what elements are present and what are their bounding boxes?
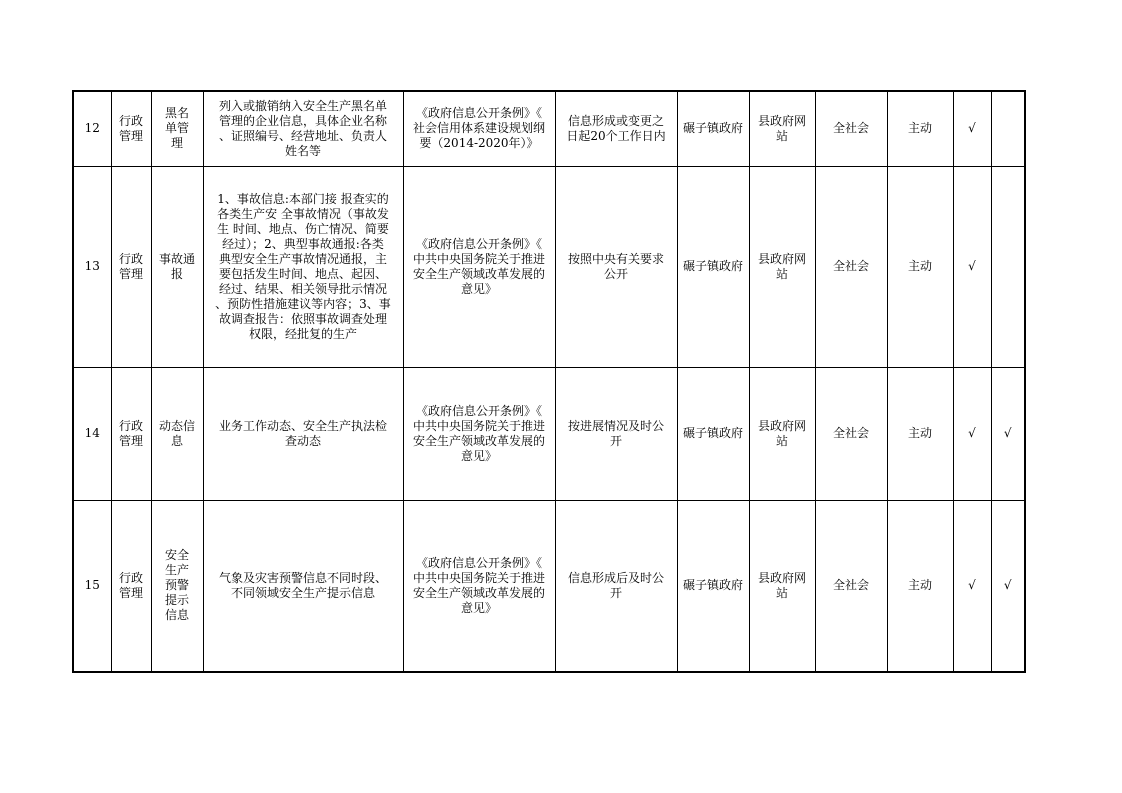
timing-cell: 信息形成或变更之 日起20个工作日内	[555, 91, 677, 166]
basis-cell: 《政府信息公开条例》《 中共中央国务院关于推进 安全生产领域改革发展的 意见》	[403, 166, 555, 367]
mode-cell: 主动	[887, 91, 953, 166]
mode-cell: 主动	[887, 166, 953, 367]
mode-cell: 主动	[887, 367, 953, 500]
subject-cell: 碾子镇政府	[677, 91, 749, 166]
content-cell: 气象及灾害预警信息不同时段、 不同领域安全生产提示信息	[203, 500, 403, 672]
check-cell: √	[991, 367, 1025, 500]
subject-cell: 碾子镇政府	[677, 166, 749, 367]
content-cell: 1、事故信息:本部门接 报查实的 各类生产安 全事故情况（事故发 生 时间、地点、伤亡情况、简要 经过）；2、典型事故通报:各类 典型安全生产事故情况通报，主 要包括发生时间、地点、起因、 经过、结果、相关领导批示情况 、预防性措施建议等内容；3、事 故调查报告：依照事故调查处理 权限，经批复的生产	[203, 166, 403, 367]
content-cell: 业务工作动态、安全生产执法检 查动态	[203, 367, 403, 500]
category-cell: 行政 管理	[111, 367, 151, 500]
subject-cell: 碾子镇政府	[677, 500, 749, 672]
scope-cell: 全社会	[815, 166, 887, 367]
item-cell: 事故通 报	[151, 166, 203, 367]
basis-cell: 《政府信息公开条例》《 社会信用体系建设规划纲 要（2014-2020年）》	[403, 91, 555, 166]
scope-cell: 全社会	[815, 500, 887, 672]
check-cell	[991, 166, 1025, 367]
table-row	[73, 367, 1025, 500]
category-cell: 行政 管理	[111, 166, 151, 367]
basis-cell: 《政府信息公开条例》《 中共中央国务院关于推进 安全生产领域改革发展的 意见》	[403, 500, 555, 672]
content-cell: 列入或撤销纳入安全生产黑名单 管理的企业信息，具体企业名称 、证照编号、经营地址、负责人 姓名等	[203, 91, 403, 166]
check-cell	[991, 91, 1025, 166]
row-number: 12	[73, 91, 111, 166]
basis-cell: 《政府信息公开条例》《 中共中央国务院关于推进 安全生产领域改革发展的 意见》	[403, 367, 555, 500]
timing-cell: 按进展情况及时公 开	[555, 367, 677, 500]
subject-cell: 碾子镇政府	[677, 367, 749, 500]
check-cell: √	[953, 166, 991, 367]
check-cell: √	[953, 91, 991, 166]
mode-cell: 主动	[887, 500, 953, 672]
disclosure-table	[72, 90, 1026, 673]
timing-cell: 按照中央有关要求 公开	[555, 166, 677, 367]
channel-cell: 县政府网 站	[749, 166, 815, 367]
category-cell: 行政 管理	[111, 91, 151, 166]
scope-cell: 全社会	[815, 91, 887, 166]
channel-cell: 县政府网 站	[749, 500, 815, 672]
channel-cell: 县政府网 站	[749, 367, 815, 500]
item-cell: 安全 生产 预警 提示 信息	[151, 500, 203, 672]
row-number: 15	[73, 500, 111, 672]
category-cell: 行政 管理	[111, 500, 151, 672]
item-cell: 黑名 单管 理	[151, 91, 203, 166]
channel-cell: 县政府网 站	[749, 91, 815, 166]
item-cell: 动态信 息	[151, 367, 203, 500]
table-row	[73, 91, 1025, 166]
check-cell: √	[953, 500, 991, 672]
scope-cell: 全社会	[815, 367, 887, 500]
timing-cell: 信息形成后及时公 开	[555, 500, 677, 672]
table-row	[73, 166, 1025, 367]
check-cell: √	[991, 500, 1025, 672]
row-number: 14	[73, 367, 111, 500]
table-row	[73, 500, 1025, 672]
check-cell: √	[953, 367, 991, 500]
row-number: 13	[73, 166, 111, 367]
